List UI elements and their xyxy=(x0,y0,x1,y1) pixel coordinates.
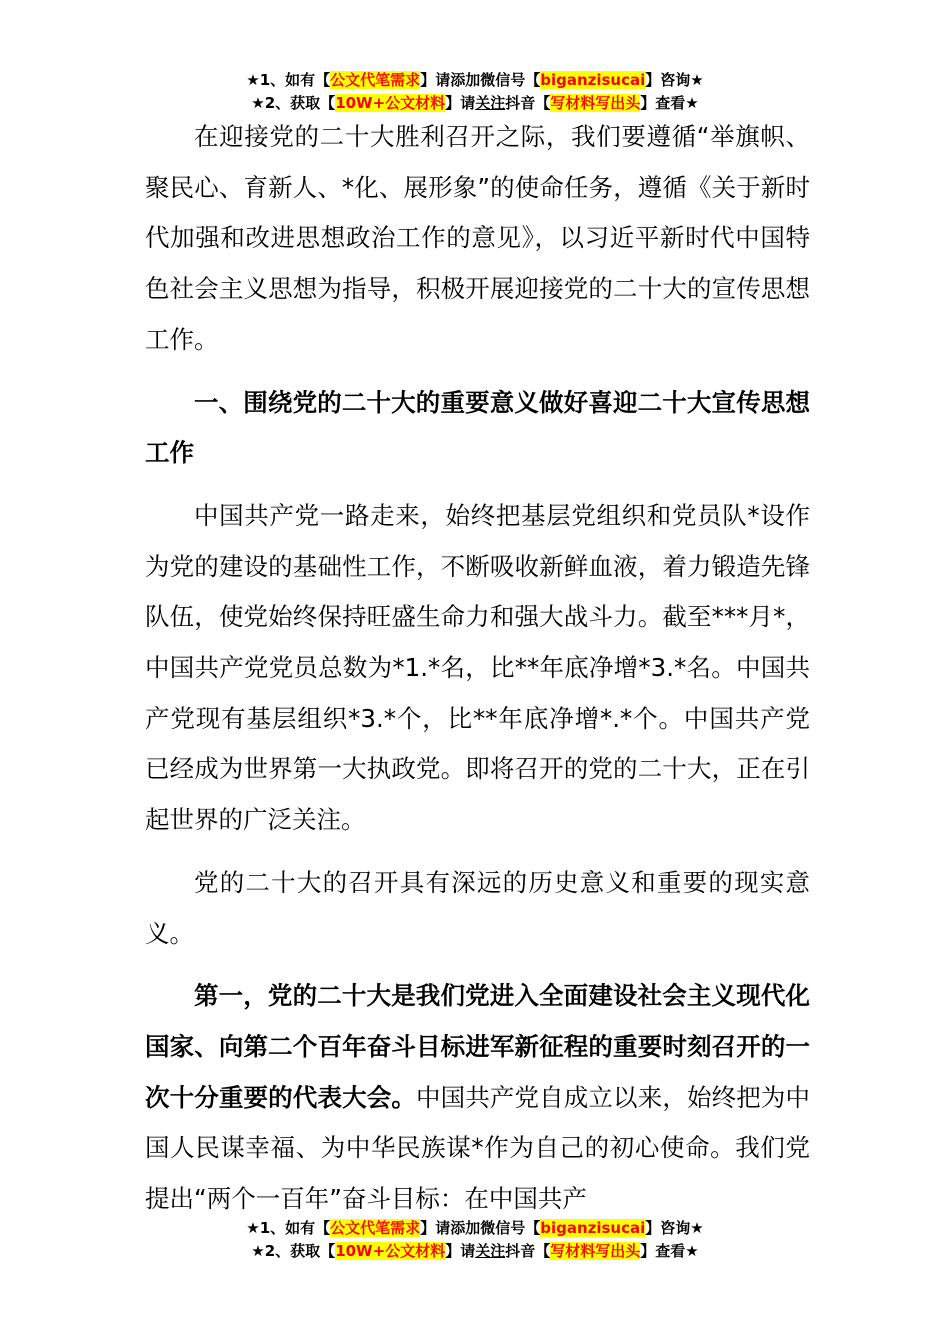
promo-banner-bottom xyxy=(0,1217,950,1263)
promo-text: ★1、如有【 xyxy=(246,1219,331,1237)
promo-banner-top xyxy=(0,69,950,115)
promo-highlight: 写材料写出头 xyxy=(550,94,641,112)
promo-text: 】查看★ xyxy=(640,1242,699,1260)
promo-text: ★2、获取【 xyxy=(251,94,336,112)
promo-text: 】咨询★ xyxy=(645,1219,704,1237)
promo-highlight: 10W+公文材料 xyxy=(335,1242,446,1260)
first-point-lead: 第一，党的二十大是我们党进入全面建设社会主义现代化国家、向第二个百年奋斗目标进军新征程的重要时刻召开的一次十分重要的代表大会。 xyxy=(145,981,810,1112)
first-point-body: 中国共产党自成立以来，始终把为中国人民谋幸福、为中华民族谋*作为自己的初心使命。我们党提出“两个一百年”奋斗目标：在中国共产 xyxy=(145,1082,811,1214)
promo-text: 】请 xyxy=(445,94,476,112)
promo-text: 】咨询★ xyxy=(645,71,704,89)
paragraph-first-point xyxy=(145,971,810,1225)
promo-highlight: 公文代笔需求 xyxy=(330,1219,421,1237)
promo-text: ★1、如有【 xyxy=(246,71,331,89)
promo-line-2 xyxy=(0,1240,950,1263)
promo-text: 】请添加微信号【 xyxy=(420,1219,541,1237)
paragraph-intro: 在迎接党的二十大胜利召开之际，我们要遵循“举旗帜、聚民心、育新人、*化、展形象”的使命任务，遵循《关于新时代加强和改进思想政治工作的意见》，以习近平新时代中国特色社会主义思想为指导，积极开展迎接党的二十大的宣传思想工作。 xyxy=(145,122,810,354)
section-heading-1: 一、围绕党的二十大的重要意义做好喜迎二十大宣传思想工作 xyxy=(145,387,810,468)
promo-text: 】查看★ xyxy=(640,94,699,112)
paragraph-party-members: 中国共产党一路走来，始终把基层党组织和党员队*设作为党的建设的基础性工作，不断吸收新鲜血液，着力锻造先锋队伍，使党始终保持旺盛生命力和强大战斗力。截至***月*，中国共产党党员总数为*1.*名，比**年底净增*3.*名。中国共产党现有基层组织*3.*个，比**年底净增*.*个。中国共产党已经成为世界第一大执政党。即将召开的党的二十大，正在引起世界的广泛关注。 xyxy=(145,500,810,835)
promo-text: 】请添加微信号【 xyxy=(420,71,541,89)
promo-line-1 xyxy=(0,1217,950,1240)
promo-highlight: 写材料写出头 xyxy=(550,1242,641,1260)
promo-highlight: 公文代笔需求 xyxy=(330,71,421,89)
promo-highlight: biganzisucai xyxy=(540,71,646,89)
paragraph-significance: 党的二十大的召开具有深远的历史意义和重要的现实意义。 xyxy=(145,867,810,948)
promo-text: 抖音【 xyxy=(505,1242,551,1260)
promo-highlight: 10W+公文材料 xyxy=(335,94,446,112)
promo-underlined: 关注 xyxy=(475,1242,506,1260)
promo-text: ★2、获取【 xyxy=(251,1242,336,1260)
promo-text: 抖音【 xyxy=(505,94,551,112)
document-body xyxy=(145,112,810,1237)
promo-text: 】请 xyxy=(445,1242,476,1260)
promo-highlight: biganzisucai xyxy=(540,1219,646,1237)
promo-underlined: 关注 xyxy=(475,94,506,112)
promo-line-1 xyxy=(0,69,950,92)
